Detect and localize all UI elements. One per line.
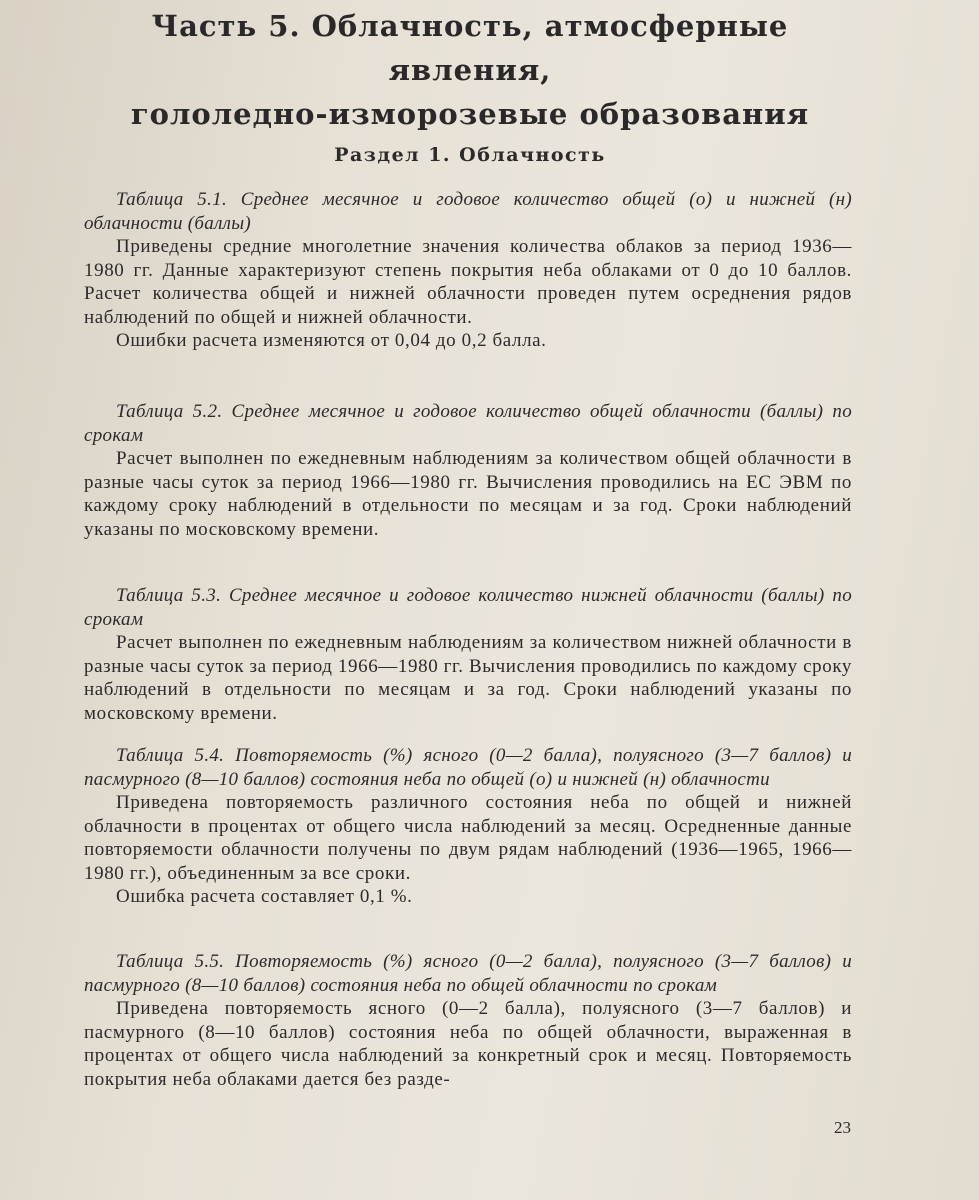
table-caption: Таблица 5.4. Повторяемость (%) ясного (0—2 балла), полуясного (3—7 баллов) и пасмурного (8—10 баллов) состояния неба по общей (о) и нижней (н) облачности <box>84 745 852 790</box>
table-caption: Таблица 5.3. Среднее месячное и годовое количество нижней облачности (баллы) по срокам <box>84 585 852 630</box>
table-description-5-3 <box>84 584 852 725</box>
table-description-5-2 <box>84 400 852 541</box>
paragraph: Расчет выполнен по ежедневным наблюдениям за количеством общей облачности в разные часы суток за период 1966—1980 гг. Вычисления проводились на ЕС ЭВМ по каждому сроку наблюдений в отдельности по месяцам и за год. Сроки наблюдений указаны по московскому времени. <box>84 448 852 540</box>
paragraph: Приведена повторяемость различного состояния неба по общей и нижней облачности в процентах от общего числа наблюдений за месяц. Осредненные данные повторяемости облачности получены по двум рядам наблюдений (1936—1965, 1966—1980 гг.), объединенным за все сроки. <box>84 792 852 884</box>
paragraph: Приведены средние многолетние значения количества облаков за период 1936—1980 гг. Данные характеризуют степень покрытия неба облаками от 0 до 10 баллов. Расчет количества общей и нижней облачности проведен путем осреднения рядов наблюдений по общей и нижней облачности. <box>84 236 852 328</box>
section-title: Раздел 1. Облачность <box>334 144 606 166</box>
part-title <box>70 4 870 136</box>
paragraph: Расчет выполнен по ежедневным наблюдениям за количеством нижней облачности в разные часы суток за период 1966—1980 гг. Вычисления проводились по каждому сроку наблюдений в отдельности по месяцам и за год. Сроки наблюдений указаны по московскому времени. <box>84 632 852 724</box>
table-caption: Таблица 5.1. Среднее месячное и годовое количество общей (о) и нижней (н) облачности (баллы) <box>84 189 852 234</box>
table-description-5-4 <box>84 744 852 909</box>
table-description-5-1 <box>84 188 852 353</box>
part-title-line-2: гололедно-изморозевые образования <box>130 97 810 131</box>
table-description-5-5 <box>84 950 852 1091</box>
part-title-line-1: Часть 5. Облачность, атмосферные явления, <box>151 9 789 87</box>
paragraph: Приведена повторяемость ясного (0—2 балла), полуясного (3—7 баллов) и пасмурного (8—10 баллов) состояния неба по общей облачности, выраженная в процентах от общего числа наблюдений за конкретный срок и месяц. Повторяемость покрытия неба облаками дается без разде- <box>84 998 852 1090</box>
table-caption: Таблица 5.2. Среднее месячное и годовое количество общей облачности (баллы) по срокам <box>84 401 852 446</box>
paragraph: Ошибки расчета изменяются от 0,04 до 0,2 балла. <box>116 330 547 351</box>
page-number: 23 <box>834 1118 851 1137</box>
paragraph: Ошибка расчета составляет 0,1 %. <box>116 886 413 907</box>
table-caption: Таблица 5.5. Повторяемость (%) ясного (0—2 балла), полуясного (3—7 баллов) и пасмурного (8—10 баллов) состояния неба по общей облачности по срокам <box>84 951 852 996</box>
